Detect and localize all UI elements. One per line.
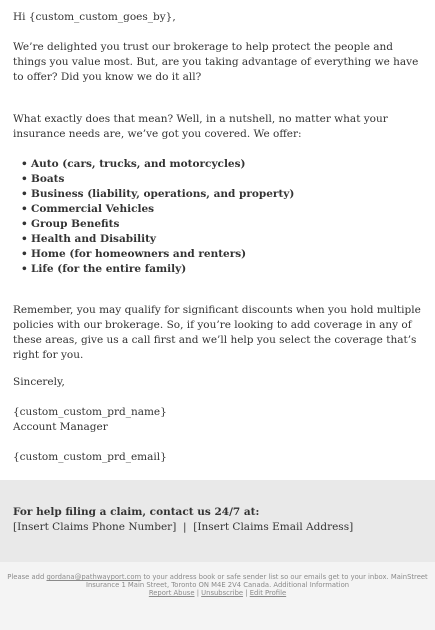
reminder-paragraph: Remember, you may qualify for significant discounts when you hold multiple policies with our brokerage. So, if you’re looking to add coverage in any of these areas, give us a call first and we’ll help you select the coverage that’s right for you. bbox=[13, 304, 421, 361]
claims-section bbox=[0, 480, 435, 562]
claims-title: For help filing a claim, contact us 24/7 at: bbox=[13, 506, 260, 518]
signature-title: Account Manager bbox=[13, 421, 108, 433]
greeting: Hi {custom_custom_goes_by}, bbox=[13, 11, 176, 23]
claims-phone: [Insert Claims Phone Number] bbox=[13, 521, 177, 533]
offerings-list bbox=[21, 157, 294, 277]
sender-email-link[interactable]: gordana@pathwayport.com bbox=[46, 573, 142, 581]
list-item: • Health and Disability bbox=[21, 233, 157, 245]
claims-contact bbox=[13, 520, 353, 535]
list-item: • Life (for the entire family) bbox=[21, 263, 187, 275]
signature-name: {custom_custom_prd_name} bbox=[13, 406, 167, 418]
bullet-icon: • bbox=[21, 233, 28, 245]
footer-link-separator: | bbox=[245, 589, 248, 597]
unsubscribe-link[interactable]: Unsubscribe bbox=[201, 589, 244, 597]
signature-email: {custom_custom_prd_email} bbox=[13, 451, 167, 463]
footer-link-separator: | bbox=[196, 589, 199, 597]
list-item: • Commercial Vehicles bbox=[21, 203, 155, 215]
list-item: • Boats bbox=[21, 173, 65, 185]
edit-profile-link[interactable]: Edit Profile bbox=[249, 589, 287, 597]
bullet-icon: • bbox=[21, 173, 28, 185]
bullet-icon: • bbox=[21, 263, 28, 275]
list-item: • Home (for homeowners and renters) bbox=[21, 248, 247, 260]
footer bbox=[0, 562, 435, 630]
list-item: • Business (liability, operations, and property) bbox=[21, 188, 295, 200]
bullet-icon: • bbox=[21, 218, 28, 230]
bullet-icon: • bbox=[21, 203, 28, 215]
intro-paragraph: We’re delighted you trust our brokerage to help protect the people and things you value most. But, are you taking advantage of everything we have to offer? Did you know we do it all? bbox=[13, 41, 419, 83]
list-item: • Auto (cars, trucks, and motorcycles) bbox=[21, 158, 246, 170]
signoff: Sincerely, bbox=[13, 376, 65, 388]
nutshell-paragraph: What exactly does that mean? Well, in a nutshell, no matter what your insurance needs are, we’ve got you covered. We offer: bbox=[13, 113, 388, 140]
bullet-icon: • bbox=[21, 158, 28, 170]
report-abuse-link[interactable]: Report Abuse bbox=[148, 589, 195, 597]
claims-separator: | bbox=[183, 521, 187, 533]
bullet-icon: • bbox=[21, 188, 28, 200]
footer-text: Please add gordana@pathwayport.com to your address book or safe sender list so our emails get to your inbox. MainStreet Insurance 1 Main Street, Toronto ON M4E 2V4 Canada. Additional Information Report Abuse | Unsubscribe | Edit Profile bbox=[7, 573, 428, 597]
claims-email: [Insert Claims Email Address] bbox=[193, 521, 354, 533]
bullet-icon: • bbox=[21, 248, 28, 260]
list-item: • Group Benefits bbox=[21, 218, 120, 230]
